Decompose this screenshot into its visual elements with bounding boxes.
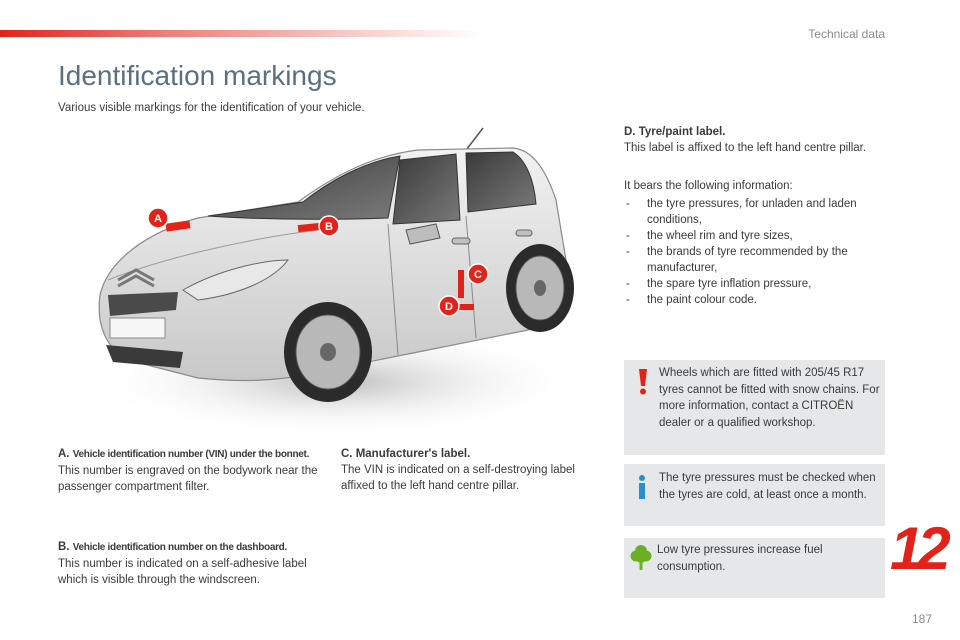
car-illustration <box>88 120 588 440</box>
list-item: - the brands of tyre recommended by the manufacturer, <box>624 244 894 276</box>
car-drawing <box>88 120 588 440</box>
item-a <box>58 446 328 495</box>
eco-note-text: Low tyre pressures increase fuel consumption. <box>657 544 823 573</box>
info-note-text: The tyre pressures must be checked when the tyres are cold, at least once a month. <box>659 472 876 501</box>
item-d-text: This label is affixed to the left hand centre pillar. <box>624 142 867 154</box>
label-mark-c <box>458 270 464 298</box>
door-handle-rear <box>516 230 532 236</box>
list-item: - the tyre pressures, for unladen and laden conditions, <box>624 196 894 228</box>
page-number: 187 <box>912 612 933 626</box>
page-intro: Various visible markings for the identification of your vehicle. <box>58 102 365 114</box>
list-item: - the wheel rim and tyre sizes, <box>624 228 894 244</box>
svg-text:D: D <box>445 301 453 313</box>
tyre-info-intro: It bears the following information: <box>624 180 793 192</box>
list-item: - the paint colour code. <box>624 292 894 308</box>
marker-d <box>439 296 459 316</box>
front-side-window <box>393 154 460 224</box>
warning-note-text: Wheels which are fitted with 205/45 R17 tyres cannot be fitted with snow chains. For more information, contact a CITROËN dealer or a qualified workshop. <box>659 367 880 429</box>
item-d-heading: D. Tyre/paint label. <box>624 126 726 138</box>
warning-note <box>624 360 885 455</box>
item-c-text: The VIN is indicated on a self-destroying label affixed to the left hand centre pillar. <box>341 464 575 492</box>
door-handle-front <box>452 238 470 244</box>
info-note <box>624 464 885 526</box>
item-c <box>341 446 601 494</box>
section-label: Technical data <box>808 27 885 41</box>
page-title: Identification markings <box>58 60 337 91</box>
item-b <box>58 539 328 588</box>
item-b-heading: Vehicle identification number on the dashboard. <box>72 542 287 553</box>
item-a-text: This number is engraved on the bodywork near the passenger compartment filter. <box>58 465 318 493</box>
tree-icon <box>630 544 652 570</box>
licence-plate <box>110 318 165 338</box>
list-item: - the spare tyre inflation pressure, <box>624 276 894 292</box>
marker-b <box>319 216 339 236</box>
item-b-letter: B. <box>58 541 70 553</box>
svg-text:C: C <box>474 269 482 281</box>
eco-note <box>624 538 885 598</box>
item-d <box>624 124 904 156</box>
chapter-number: 12 <box>890 515 945 582</box>
windscreen <box>208 156 400 219</box>
item-a-letter: A. <box>58 448 70 460</box>
label-mark-d <box>458 304 474 310</box>
info-icon <box>637 475 647 499</box>
exclamation-icon <box>637 369 649 395</box>
rear-wheel <box>506 244 574 332</box>
tyre-label-info <box>624 178 894 308</box>
item-b-text: This number is indicated on a self-adhesive label which is visible through the windscreen. <box>58 558 307 586</box>
svg-text:B: B <box>325 221 333 233</box>
item-a-heading: Vehicle identification number (VIN) under the bonnet. <box>72 449 310 460</box>
svg-text:A: A <box>154 213 162 225</box>
marker-a <box>148 208 168 228</box>
header-color-band <box>0 30 480 37</box>
tyre-info-list <box>624 196 894 308</box>
front-wheel <box>284 302 372 402</box>
marker-c <box>468 264 488 284</box>
item-c-heading: C. Manufacturer's label. <box>341 448 471 460</box>
